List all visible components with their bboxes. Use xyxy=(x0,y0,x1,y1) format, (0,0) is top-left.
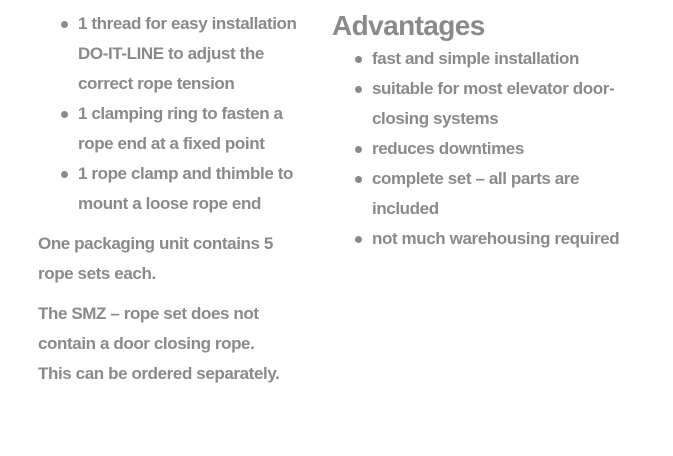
bullet-icon xyxy=(61,111,68,118)
bullet-icon xyxy=(355,86,362,93)
rope-note xyxy=(38,299,308,389)
list-item: 1 clamping ring to fasten a rope end at a fixed point xyxy=(38,99,308,159)
rope-note-line1: The SMZ – rope set does not contain a door closing rope. xyxy=(38,304,259,353)
rope-note-line2: This can be ordered separately. xyxy=(38,364,280,383)
bullet-icon xyxy=(355,56,362,63)
bullet-icon xyxy=(61,21,68,28)
list-item: suitable for most elevator door-closing systems xyxy=(332,74,632,134)
bullet-icon xyxy=(355,236,362,243)
list-item: reduces downtimes xyxy=(332,134,632,164)
list-item: 1 thread for easy installation DO-IT-LINE to adjust the correct rope tension xyxy=(38,9,308,99)
packaging-text: One packaging unit contains 5 rope sets each. xyxy=(38,234,273,283)
bullet-icon xyxy=(61,171,68,178)
list-item: complete set – all parts are included xyxy=(332,164,632,224)
bullet-icon xyxy=(355,146,362,153)
components-column xyxy=(38,0,308,389)
advantages-heading: Advantages xyxy=(332,10,485,41)
list-item: 1 rope clamp and thimble to mount a loose rope end xyxy=(38,159,308,219)
advantages-list xyxy=(332,44,632,254)
advantages-column xyxy=(332,0,632,254)
bullet-icon xyxy=(355,176,362,183)
components-list xyxy=(38,9,308,219)
list-item: fast and simple installation xyxy=(332,44,632,74)
list-item: not much warehousing required xyxy=(332,224,632,254)
